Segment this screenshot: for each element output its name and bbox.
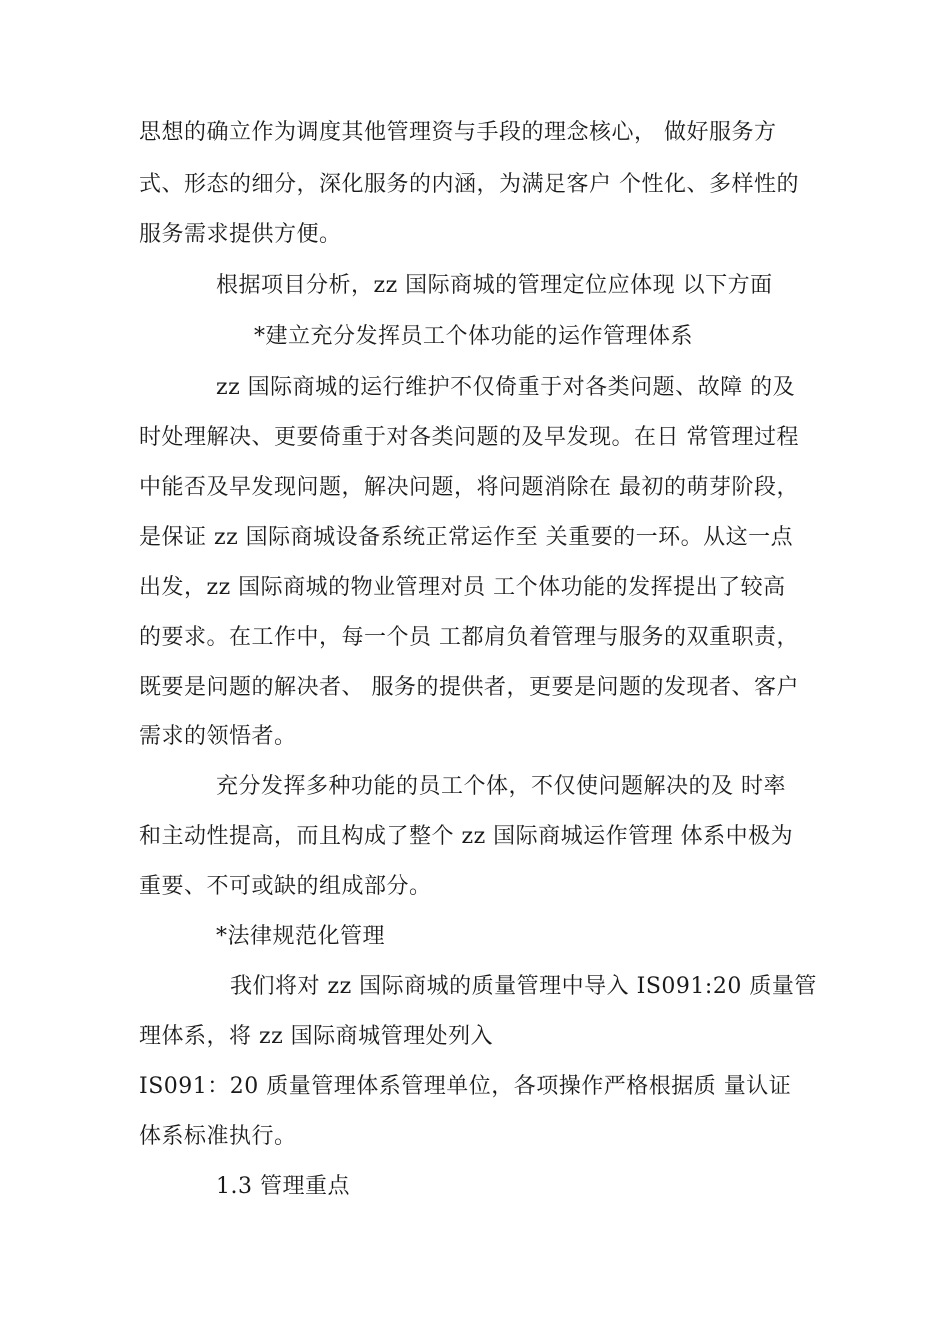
paragraph-line: 是保证 zz 国际商城设备系统正常运作至 关重要的一环。从这一点 — [139, 525, 794, 550]
paragraph-line: 理体系，将 zz 国际商城管理处列入 — [139, 1024, 494, 1049]
paragraph-line: 时处理解决、更要倚重于对各类问题的及早发现。在日 常管理过程 — [139, 425, 799, 450]
section-heading: *建立充分发挥员工个体功能的运作管理体系 — [254, 324, 694, 349]
paragraph-line: 中能否及早发现问题，解决问题，将问题消除在 最初的萌芽阶段， — [139, 475, 799, 500]
paragraph-line: 出发，zz 国际商城的物业管理对员 工个体功能的发挥提出了较高 — [139, 575, 786, 600]
paragraph-line: 和主动性提高，而且构成了整个 zz 国际商城运作管理 体系中极为 — [139, 824, 794, 849]
paragraph-line: 既要是问题的解决者、 服务的提供者，更要是问题的发现者、客户 — [139, 675, 799, 700]
paragraph-line: 重要、不可或缺的组成部分。 — [139, 874, 432, 899]
paragraph-line: 根据项目分析，zz 国际商城的管理定位应体现 以下方面 — [216, 273, 773, 298]
section-heading: *法律规范化管理 — [216, 924, 386, 949]
paragraph-line: 思想的确立作为调度其他管理资与手段的理念核心， 做好服务方 — [139, 120, 777, 145]
paragraph-line: IS091：20 质量管理体系管理单位，各项操作严格根据质 量认证 — [139, 1074, 792, 1099]
paragraph-line: 式、形态的细分，深化服务的内涵，为满足客户 个性化、多样性的 — [139, 172, 799, 197]
section-heading: 1.3 管理重点 — [216, 1174, 350, 1199]
paragraph-line: 我们将对 zz 国际商城的质量管理中导入 IS091:20 质量管 — [230, 974, 817, 999]
paragraph-line: 充分发挥多种功能的员工个体，不仅使问题解决的及 时率 — [216, 774, 786, 799]
paragraph-line: 需求的领悟者。 — [139, 724, 297, 749]
paragraph-line: 服务需求提供方便。 — [139, 222, 342, 247]
paragraph-line: 体系标准执行。 — [139, 1124, 297, 1149]
paragraph-line: zz 国际商城的运行维护不仅倚重于对各类问题、故障 的及 — [216, 375, 796, 400]
paragraph-line: 的要求。在工作中，每一个员 工都肩负着管理与服务的双重职责， — [139, 625, 799, 650]
